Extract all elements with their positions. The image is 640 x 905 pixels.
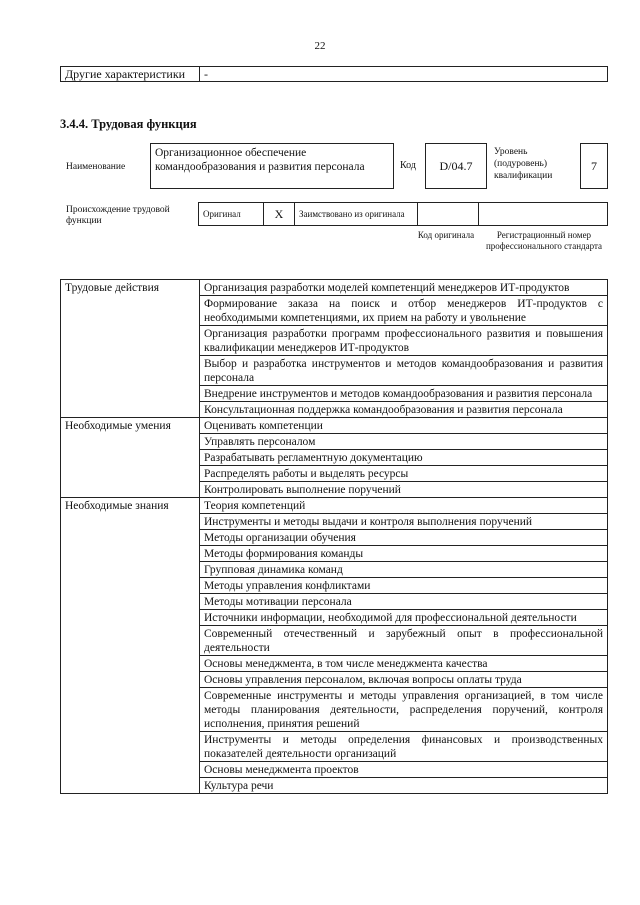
- list-item: Основы управления персоналом, включая вопросы оплаты труда: [200, 672, 608, 688]
- original-label: Оригинал: [199, 203, 264, 226]
- origin-reg-caption: Регистрационный номер профессионального стандарта: [485, 230, 603, 251]
- function-name: Организационное обеспечение командообразования и развития персонала: [150, 143, 394, 189]
- list-item: Современные инструменты и методы управления организацией, в том числе методы планирования деятельности, распределения поручений, контроля исполнения, принятия решений: [200, 688, 608, 732]
- name-label: Наименование: [66, 162, 126, 172]
- list-item: Групповая динамика команд: [200, 562, 608, 578]
- list-item: Формирование заказа на поиск и отбор менеджеров ИТ-продуктов с необходимыми компетенциями, их прием на работу и увольнение: [200, 296, 608, 326]
- page-number: 22: [314, 40, 326, 52]
- origin-code-caption: Код оригинала: [417, 230, 475, 240]
- code-label: Код: [400, 160, 416, 171]
- section-title: Необходимые умения: [61, 418, 200, 498]
- original-mark: X: [264, 203, 295, 226]
- list-item: Культура речи: [200, 778, 608, 794]
- section-heading: 3.4.4. Трудовая функция: [60, 117, 197, 131]
- list-item: Основы менеджмента, в том числе менеджмента качества: [200, 656, 608, 672]
- labor-function-table: [60, 279, 608, 794]
- list-item: Выбор и разработка инструментов и методов командообразования и развития персонала: [200, 356, 608, 386]
- list-item: Внедрение инструментов и методов командообразования и развития персонала: [200, 386, 608, 402]
- list-item: Методы организации обучения: [200, 530, 608, 546]
- other-characteristics-value: -: [200, 67, 608, 82]
- list-item: Методы формирования команды: [200, 546, 608, 562]
- table-row: [61, 280, 608, 296]
- list-item: Инструменты и методы определения финансовых и производственных показателей деятельности организаций: [200, 732, 608, 762]
- borrowed-label: Заимствовано из оригинала: [295, 203, 418, 226]
- list-item: Теория компетенций: [200, 498, 608, 514]
- list-item: Основы менеджмента проектов: [200, 762, 608, 778]
- section-title: Трудовые действия: [61, 280, 200, 418]
- origin-label: Происхождение трудовой функции: [66, 205, 170, 226]
- list-item: Консультационная поддержка командообразования и развития персонала: [200, 402, 608, 418]
- list-item: Методы мотивации персонала: [200, 594, 608, 610]
- table-row: [61, 498, 608, 514]
- list-item: Разрабатывать регламентную документацию: [200, 450, 608, 466]
- other-characteristics-table: [60, 66, 608, 82]
- list-item: Организация разработки моделей компетенций менеджеров ИТ-продуктов: [200, 280, 608, 296]
- list-item: Распределять работы и выделять ресурсы: [200, 466, 608, 482]
- list-item: Оценивать компетенции: [200, 418, 608, 434]
- function-code: D/04.7: [425, 143, 487, 189]
- list-item: Инструменты и методы выдачи и контроля выполнения поручений: [200, 514, 608, 530]
- qualification-level: 7: [580, 143, 608, 189]
- section-title: Необходимые знания: [61, 498, 200, 794]
- table-row: [61, 418, 608, 434]
- list-item: Организация разработки программ профессионального развития и повышения квалификации менеджеров ИТ-продуктов: [200, 326, 608, 356]
- other-characteristics-label: Другие характеристики: [61, 67, 200, 82]
- level-label: Уровень (подуровень) квалификации: [494, 147, 553, 181]
- list-item: Контролировать выполнение поручений: [200, 482, 608, 498]
- origin-reg-cell: [479, 203, 608, 226]
- origin-code-cell: [418, 203, 479, 226]
- list-item: Источники информации, необходимой для профессиональной деятельности: [200, 610, 608, 626]
- list-item: Методы управления конфликтами: [200, 578, 608, 594]
- list-item: Современный отечественный и зарубежный опыт в профессиональной деятельности: [200, 626, 608, 656]
- origin-table: [198, 202, 608, 226]
- list-item: Управлять персоналом: [200, 434, 608, 450]
